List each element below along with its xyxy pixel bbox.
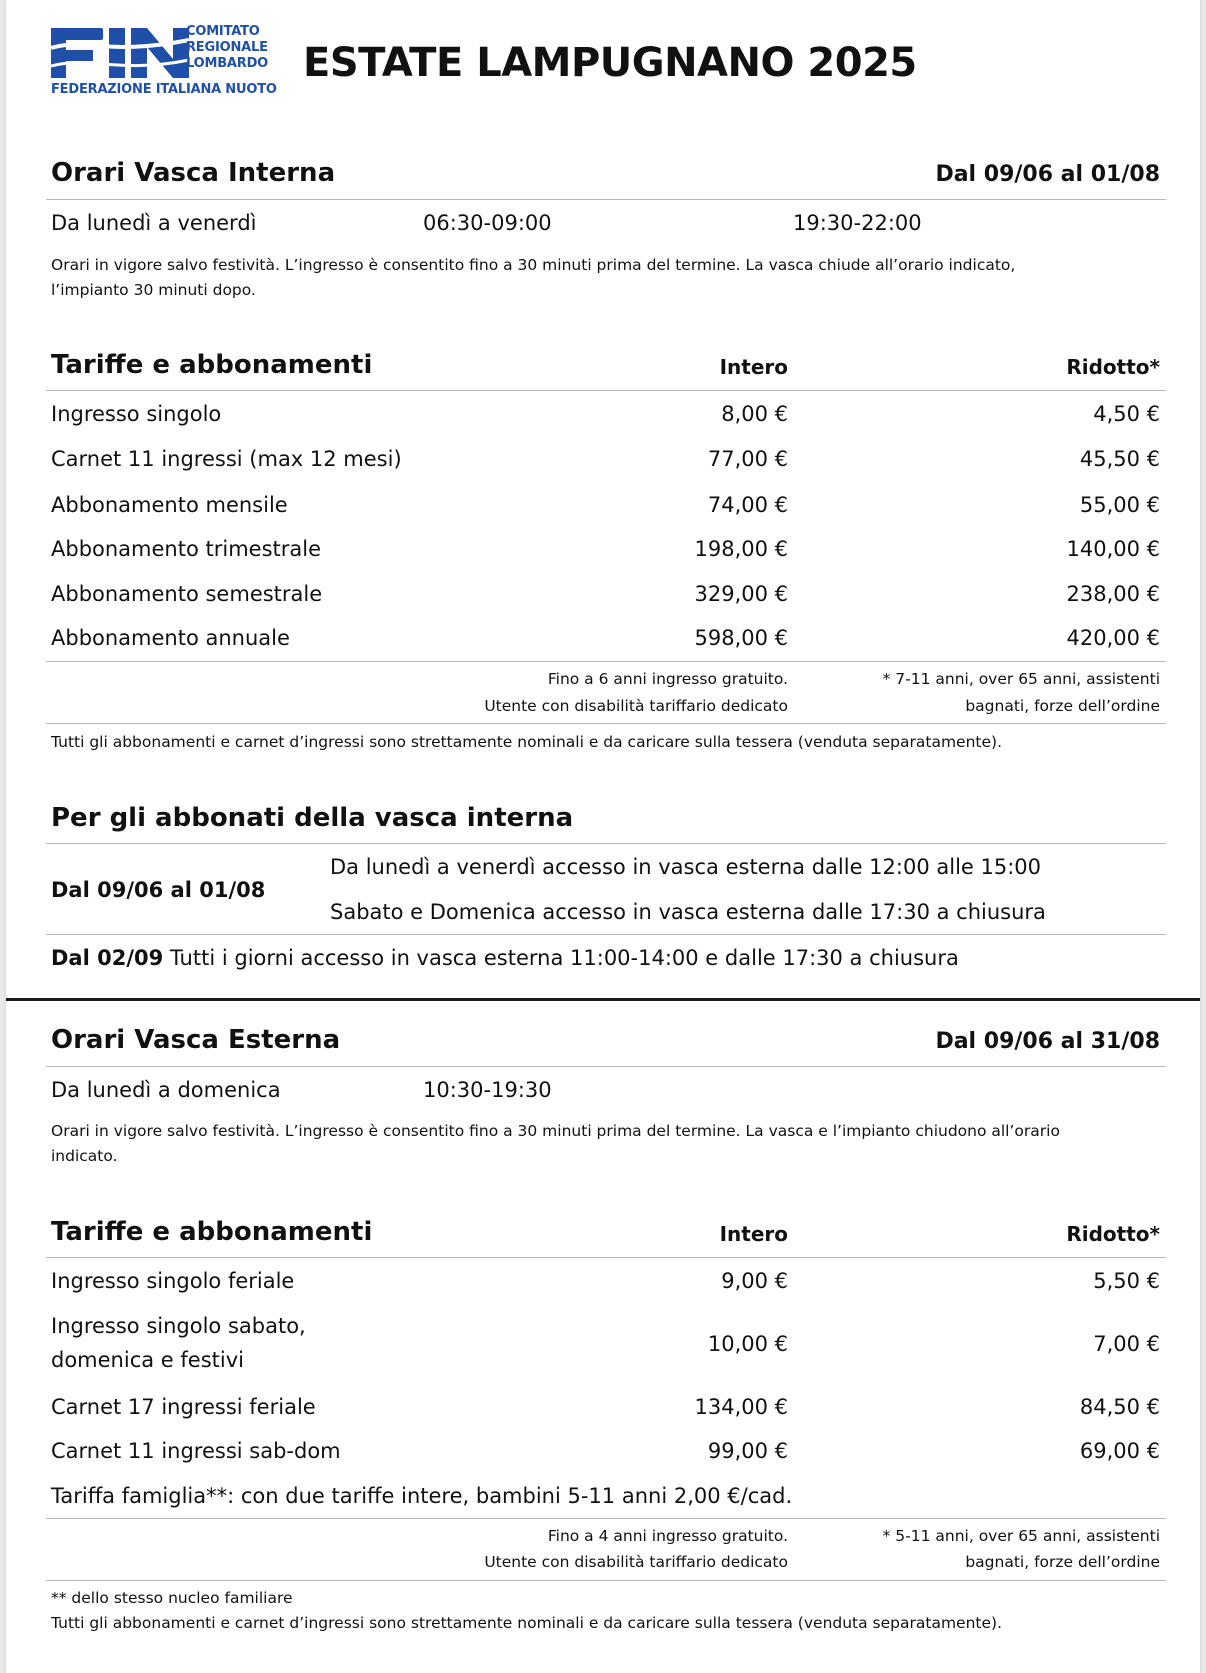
indoor-tariffs-title: Tariffe e abbonamenti — [51, 350, 373, 380]
page-title: ESTATE LAMPUGNANO 2025 — [303, 40, 917, 86]
subscribers-title: Per gli abbonati della vasca interna — [51, 803, 574, 833]
family-tariff: Tariffa famiglia**: con due tariffe intere, bambini 5-11 anni 2,00 €/cad. — [51, 1484, 793, 1508]
indoor-slot-morning: 06:30-09:00 — [423, 211, 552, 235]
outdoor-col-full: Intero — [719, 1222, 788, 1246]
subscribers-daily-access: Tutti i giorni accesso in vasca esterna 11:00-14:00 e dalle 17:30 a chiusura — [169, 946, 959, 970]
table-row-reduced: 45,50 € — [1079, 447, 1160, 471]
table-row-label: Carnet 17 ingressi feriale — [51, 1395, 316, 1419]
table-row-label-line2: domenica e festivi — [51, 1348, 244, 1372]
section-separator — [6, 998, 1200, 1001]
indoor-note-line1: Orari in vigore salvo festività. L’ingresso è consentito fino a 30 minuti prima del termine. La vasca chiude all’orario indicato, — [51, 256, 1016, 274]
outdoor-section-title: Orari Vasca Esterna — [51, 1025, 341, 1055]
table-row-full: 77,00 € — [707, 447, 788, 471]
table-row-label: Ingresso singolo feriale — [51, 1269, 295, 1293]
indoor-reduced-note-1: * 7-11 anni, over 65 anni, assistenti — [882, 670, 1160, 688]
indoor-slot-evening: 19:30-22:00 — [793, 211, 922, 235]
indoor-days: Da lunedì a venerdì — [51, 211, 257, 235]
table-row-label: Abbonamento annuale — [51, 626, 290, 650]
table-row-full: 9,00 € — [721, 1269, 788, 1293]
outdoor-free-note: Fino a 4 anni ingresso gratuito. — [547, 1527, 788, 1545]
subscribers-weekday-access: Da lunedì a venerdì accesso in vasca esterna dalle 12:00 alle 15:00 — [330, 855, 1042, 879]
divider — [46, 934, 1166, 935]
table-row-full: 74,00 € — [707, 493, 788, 517]
divider — [46, 1066, 1166, 1067]
outdoor-reduced-note-2: bagnati, forze dell’ordine — [965, 1553, 1160, 1571]
fin-logo-icon — [51, 26, 191, 82]
table-row-label: Carnet 11 ingressi sab-dom — [51, 1439, 341, 1463]
divider — [46, 843, 1166, 844]
table-row-label: Abbonamento trimestrale — [51, 537, 322, 561]
indoor-nominal-note: Tutti gli abbonamenti e carnet d’ingressi sono strettamente nominali e da caricare sulla tessera (venduta separatamente). — [51, 733, 1002, 751]
outdoor-reduced-note-1: * 5-11 anni, over 65 anni, assistenti — [882, 1527, 1160, 1545]
divider — [46, 1518, 1166, 1519]
outdoor-note-line1: Orari in vigore salvo festività. L’ingresso è consentito fino a 30 minuti prima del termine. La vasca e l’impianto chiudono all’orario — [51, 1122, 1060, 1140]
table-row-full: 10,00 € — [707, 1332, 788, 1356]
document-page — [6, 0, 1200, 1673]
divider — [46, 661, 1166, 662]
table-row-label: Carnet 11 ingressi (max 12 mesi) — [51, 447, 402, 471]
table-row-reduced: 7,00 € — [1093, 1332, 1160, 1356]
indoor-free-note: Fino a 6 anni ingresso gratuito. — [547, 670, 788, 688]
outdoor-nominal-note: Tutti gli abbonamenti e carnet d’ingressi sono strettamente nominali e da caricare sulla tessera (venduta separatamente). — [51, 1614, 1002, 1632]
table-row-full: 598,00 € — [694, 626, 788, 650]
divider — [46, 390, 1166, 391]
indoor-section-title: Orari Vasca Interna — [51, 158, 336, 188]
divider — [46, 1257, 1166, 1258]
table-row-reduced: 5,50 € — [1093, 1269, 1160, 1293]
family-footnote: ** dello stesso nucleo familiare — [51, 1589, 293, 1607]
outdoor-tariffs-title: Tariffe e abbonamenti — [51, 1217, 373, 1247]
table-row-reduced: 238,00 € — [1066, 582, 1160, 606]
outdoor-slot: 10:30-19:30 — [423, 1078, 552, 1102]
indoor-col-reduced: Ridotto* — [1066, 355, 1160, 379]
table-row-label-line1: Ingresso singolo sabato, — [51, 1314, 306, 1338]
table-row-label: Abbonamento mensile — [51, 493, 288, 517]
outdoor-disability-note: Utente con disabilità tariffario dedicato — [484, 1553, 788, 1571]
subscribers-period-2-row — [51, 946, 959, 970]
table-row-reduced: 55,00 € — [1079, 493, 1160, 517]
divider — [46, 199, 1166, 200]
table-row-reduced: 84,50 € — [1079, 1395, 1160, 1419]
outdoor-days: Da lunedì a domenica — [51, 1078, 281, 1102]
divider — [46, 723, 1166, 724]
table-row-full: 198,00 € — [694, 537, 788, 561]
logo-federation-name: FEDERAZIONE ITALIANA NUOTO — [51, 82, 277, 97]
divider — [46, 1580, 1166, 1581]
table-row-full: 134,00 € — [694, 1395, 788, 1419]
table-row-full: 8,00 € — [721, 402, 788, 426]
logo-org-name: COMITATO REGIONALE LOMBARDO — [186, 24, 269, 71]
outdoor-col-reduced: Ridotto* — [1066, 1222, 1160, 1246]
subscribers-period-2: Dal 02/09 — [51, 946, 164, 970]
table-row-full: 329,00 € — [694, 582, 788, 606]
subscribers-period-1: Dal 09/06 al 01/08 — [51, 878, 266, 902]
table-row-reduced: 4,50 € — [1093, 402, 1160, 426]
outdoor-period: Dal 09/06 al 31/08 — [935, 1029, 1160, 1054]
indoor-note-line2: l’impianto 30 minuti dopo. — [51, 281, 256, 299]
table-row-label: Abbonamento semestrale — [51, 582, 323, 606]
table-row-full: 99,00 € — [707, 1439, 788, 1463]
outdoor-note-line2: indicato. — [51, 1147, 118, 1165]
table-row-reduced: 69,00 € — [1079, 1439, 1160, 1463]
indoor-period: Dal 09/06 al 01/08 — [935, 162, 1160, 187]
table-row-reduced: 420,00 € — [1066, 626, 1160, 650]
table-row-label: Ingresso singolo — [51, 402, 222, 426]
indoor-reduced-note-2: bagnati, forze dell’ordine — [965, 697, 1160, 715]
table-row-reduced: 140,00 € — [1066, 537, 1160, 561]
indoor-col-full: Intero — [719, 355, 788, 379]
indoor-disability-note: Utente con disabilità tariffario dedicato — [484, 697, 788, 715]
subscribers-weekend-access: Sabato e Domenica accesso in vasca esterna dalle 17:30 a chiusura — [330, 900, 1046, 924]
